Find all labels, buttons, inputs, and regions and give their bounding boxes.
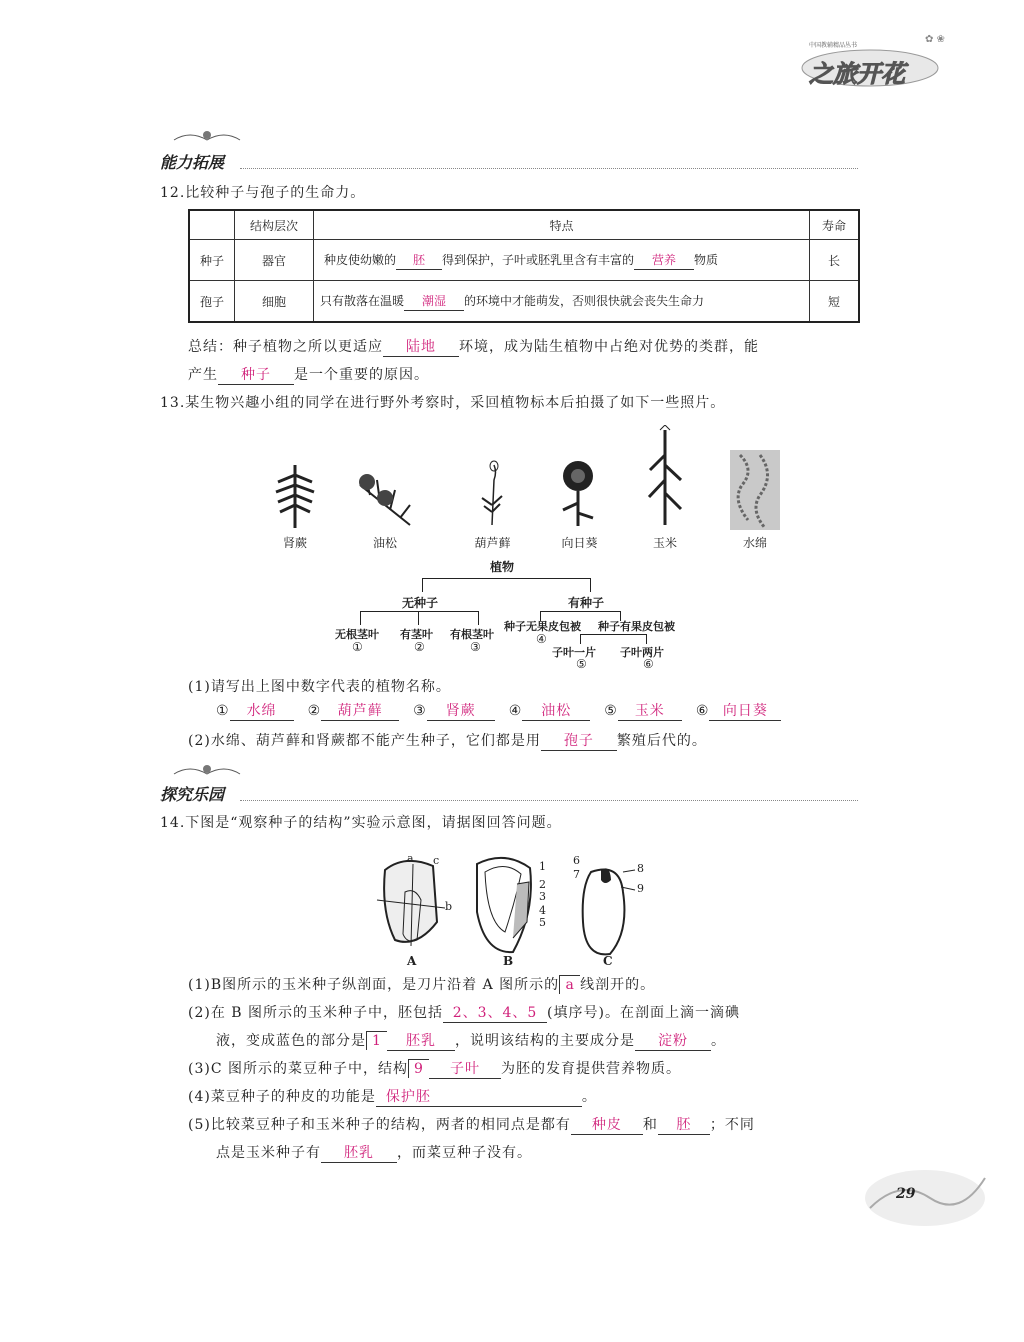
svg-text:✿ ❀: ✿ ❀ xyxy=(925,34,945,45)
tree-node: 种子无果皮包被 xyxy=(504,620,581,633)
ornament-icon xyxy=(172,128,242,146)
plant-label: 玉米 xyxy=(652,536,677,550)
flower-icon xyxy=(860,1158,990,1230)
q14-part1: (1)B图所示的玉米种子纵剖面，是刀片沿着 A 图所示的 a 线剖开的。 xyxy=(188,977,656,993)
answer: 营养 xyxy=(634,251,694,270)
answer: 胚乳 xyxy=(387,1032,455,1051)
answer: 油松 xyxy=(522,702,590,721)
answer: 1 xyxy=(366,1031,387,1050)
compare-table xyxy=(188,209,860,323)
seed-structure-figure xyxy=(365,842,665,972)
moss-icon xyxy=(472,460,512,530)
answer: 种子 xyxy=(218,366,294,385)
q14-part5-line2: 点是玉米种子有 胚乳 ，而菜豆种子没有。 xyxy=(216,1145,532,1161)
tree-root: 植物 xyxy=(490,560,515,574)
plant-label: 水绵 xyxy=(742,536,767,550)
fig-label: b xyxy=(445,900,453,913)
sunflower-icon xyxy=(555,458,601,528)
fig-label: c xyxy=(433,854,440,867)
section-divider xyxy=(240,168,858,169)
answer: 孢子 xyxy=(541,732,617,751)
plant-label: 葫芦藓 xyxy=(474,536,511,550)
q14-stem: 14.下图是“观察种子的结构”实验示意图，请据图回答问题。 xyxy=(160,815,562,831)
answer: 肾蕨 xyxy=(427,702,495,721)
answer: 保护胚 xyxy=(376,1088,582,1107)
tree-marker: ③ xyxy=(470,640,481,654)
table-cell: 只有散落在温暖 潮湿 的环境中才能萌发，否则很快就会丧失生命力 xyxy=(314,281,810,323)
ornament-icon xyxy=(172,762,242,780)
q12-summary-line2: 产生 种子 是一个重要的原因。 xyxy=(188,367,429,383)
q14-part2-line2: 液，变成蓝色的部分是 1 胚乳 ，说明该结构的主要成分是 淀粉 。 xyxy=(216,1033,726,1049)
q14-part3: (3)C 图所示的菜豆种子中，结构 9 子叶 为胚的发育提供营养物质。 xyxy=(188,1061,681,1077)
logo-title: 之旅开花 xyxy=(809,60,905,88)
fig-label: 5 xyxy=(539,916,546,929)
header-logo xyxy=(795,28,945,90)
tree-node: 子叶两片 xyxy=(620,646,664,659)
q13-answers: ① 水绵 ② 葫芦藓 ③ 肾蕨 ④ 油松 ⑤ 玉米 ⑥ 向日葵 xyxy=(216,702,781,721)
plant-figure-row xyxy=(260,420,800,555)
answer: 胚 xyxy=(396,251,442,270)
table-cell: 长 xyxy=(810,240,860,281)
corn-icon xyxy=(645,425,685,530)
pine-icon xyxy=(355,470,415,530)
answer: 子叶 xyxy=(429,1060,501,1079)
classification-tree xyxy=(330,556,690,671)
fig-label: 7 xyxy=(573,868,580,881)
tree-node-no-seed: 无种子 xyxy=(402,596,439,610)
table-cell: 种子 xyxy=(189,240,235,281)
tree-marker: ⑤ xyxy=(576,657,587,671)
tree-marker: ④ xyxy=(536,632,547,646)
q13-part2: (2)水绵、葫芦藓和肾蕨都不能产生种子，它们都是用 孢子 繁殖后代的。 xyxy=(188,733,707,749)
answer: 9 xyxy=(408,1059,429,1078)
plant-label: 肾蕨 xyxy=(282,536,307,550)
fig-label: 1 xyxy=(539,860,546,873)
tree-node: 有根茎叶 xyxy=(450,628,494,641)
tree-node: 有茎叶 xyxy=(400,628,433,641)
table-header xyxy=(189,210,235,240)
answer: 2、3、4、5 xyxy=(443,1004,547,1023)
table-header: 结构层次 xyxy=(235,210,314,240)
page-corner-decoration xyxy=(860,1158,990,1230)
q12-stem: 12.比较种子与孢子的生命力。 xyxy=(160,185,366,201)
section-title-ability: 能力拓展 xyxy=(160,153,225,172)
q12-summary-line1: 总结：种子植物之所以更适应 陆地 环境，成为陆生植物中占绝对优势的类群，能 xyxy=(188,339,759,355)
fig-label: 9 xyxy=(637,882,644,895)
answer: 玉米 xyxy=(618,702,682,721)
tree-node: 子叶一片 xyxy=(552,646,596,659)
q14-part4: (4)菜豆种子的种皮的功能是 保护胚 。 xyxy=(188,1089,597,1105)
tree-marker: ① xyxy=(352,640,363,654)
q13-part1: (1)请写出上图中数字代表的植物名称。 xyxy=(188,679,451,695)
fig-label: 4 xyxy=(539,904,546,917)
q14-part2-line1: (2)在 B 图所示的玉米种子中，胚包括 2、3、4、5 (填序号)。在剖面上滴一滴碘 xyxy=(188,1005,740,1021)
fig-label: 6 xyxy=(573,854,580,867)
answer: 陆地 xyxy=(383,338,459,357)
fig-label: 8 xyxy=(637,862,644,875)
spirogyra-icon xyxy=(730,450,780,530)
table-cell: 器官 xyxy=(235,240,314,281)
answer: 水绵 xyxy=(230,702,294,721)
answer: 胚乳 xyxy=(321,1144,397,1163)
fern-icon xyxy=(270,460,320,530)
plant-label: 油松 xyxy=(372,536,397,550)
table-cell: 种皮使幼嫩的 胚 得到保护，子叶或胚乳里含有丰富的 营养 物质 xyxy=(314,240,810,281)
section-divider xyxy=(240,800,858,801)
fig-label: 3 xyxy=(539,890,546,903)
tree-marker: ② xyxy=(414,640,425,654)
fig-label: 2 xyxy=(539,878,546,891)
answer: 葫芦藓 xyxy=(321,702,399,721)
plant-label: 向日葵 xyxy=(561,536,598,550)
table-header: 特点 xyxy=(314,210,810,240)
fig-label: A xyxy=(407,954,417,968)
answer: 淀粉 xyxy=(635,1032,711,1051)
page-number: 29 xyxy=(896,1186,916,1202)
fig-label: C xyxy=(603,954,613,968)
logo-subtitle: 中国教辅精品丛书 xyxy=(809,42,858,49)
fig-label: B xyxy=(503,954,514,968)
q13-stem: 13.某生物兴趣小组的同学在进行野外考察时，采回植物标本后拍摄了如下一些照片。 xyxy=(160,395,726,411)
table-header: 寿命 xyxy=(810,210,860,240)
table-cell: 孢子 xyxy=(189,281,235,323)
answer: 潮湿 xyxy=(404,292,464,311)
answer: 向日葵 xyxy=(709,702,781,721)
tree-node: 无根茎叶 xyxy=(335,628,379,641)
tree-node-seed: 有种子 xyxy=(568,596,605,610)
answer: 种皮 xyxy=(571,1116,643,1135)
tree-node: 种子有果皮包被 xyxy=(598,620,675,633)
section-title-explore: 探究乐园 xyxy=(160,785,225,804)
answer: 胚 xyxy=(658,1116,710,1135)
table-cell: 短 xyxy=(810,281,860,323)
q14-part5-line1: (5)比较菜豆种子和玉米种子的结构，两者的相同点是都有 种皮 和 胚 ；不同 xyxy=(188,1117,755,1133)
fig-label: a xyxy=(407,852,414,865)
tree-marker: ⑥ xyxy=(643,657,654,671)
answer: a xyxy=(559,975,580,994)
table-cell: 细胞 xyxy=(235,281,314,323)
